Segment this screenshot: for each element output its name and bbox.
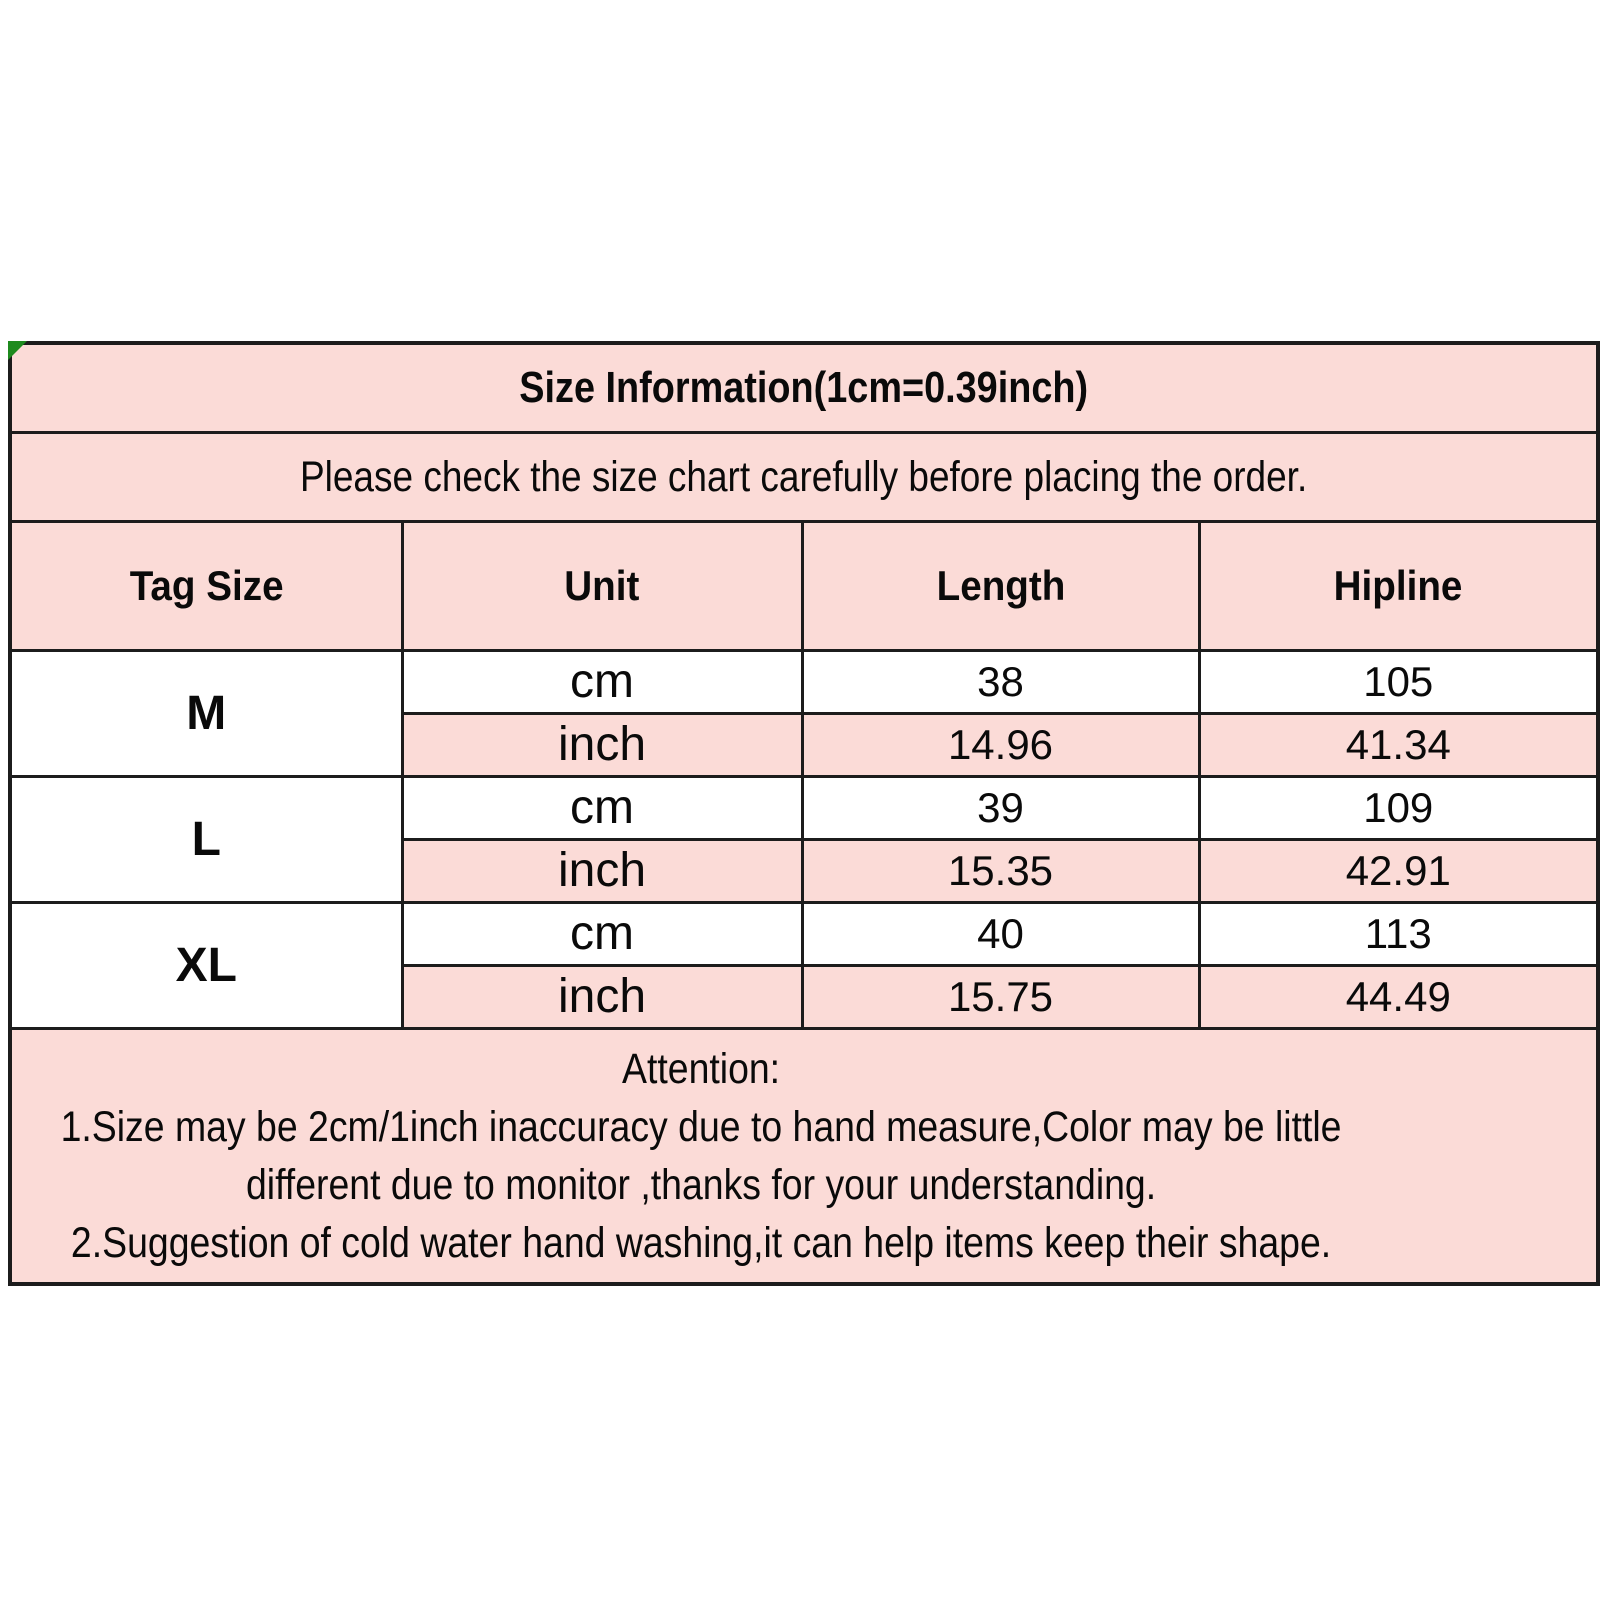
tag-size-m: M	[10, 651, 402, 777]
attention-note	[10, 1029, 1598, 1285]
unit-cell: cm	[402, 903, 802, 966]
hipline-value-cell: 109	[1199, 777, 1598, 840]
unit-cell: inch	[402, 966, 802, 1029]
column-header-unit	[402, 522, 802, 651]
hipline-value-cell: 41.34	[1199, 714, 1598, 777]
table-row-xl-cm	[10, 903, 1598, 966]
tag-size-l: L	[10, 777, 402, 903]
attention-line-1: 1.Size may be 2cm/1inch inaccuracy due to hand measure,Color may be little	[60, 1103, 1342, 1151]
attention-row	[10, 1029, 1598, 1285]
table-row-m-cm	[10, 651, 1598, 714]
tag-size-xl: XL	[10, 903, 402, 1029]
attention-heading: Attention:	[622, 1045, 781, 1093]
column-header-length	[802, 522, 1199, 651]
hipline-value-cell: 113	[1199, 903, 1598, 966]
length-value-cell: 14.96	[802, 714, 1199, 777]
table-title-cell	[10, 343, 1598, 433]
unit-cell: inch	[402, 714, 802, 777]
subtitle-row	[10, 433, 1598, 522]
size-chart	[8, 341, 1596, 1286]
column-header-label: Unit	[564, 562, 640, 609]
unit-cell: inch	[402, 840, 802, 903]
corner-marker-icon	[8, 341, 27, 360]
table-subtitle-cell	[10, 433, 1598, 522]
hipline-value-cell: 42.91	[1199, 840, 1598, 903]
length-value-cell: 39	[802, 777, 1199, 840]
hipline-value-cell: 105	[1199, 651, 1598, 714]
table-row-l-cm	[10, 777, 1598, 840]
title-row	[10, 343, 1598, 433]
length-value-cell: 15.75	[802, 966, 1199, 1029]
table-title: Size Information(1cm=0.39inch)	[519, 363, 1089, 412]
length-value-cell: 15.35	[802, 840, 1199, 903]
column-header-label: Hipline	[1333, 562, 1463, 609]
hipline-value-cell: 44.49	[1199, 966, 1598, 1029]
attention-line-1-cont: different due to monitor ,thanks for your understanding.	[245, 1161, 1157, 1209]
attention-line-2: 2.Suggestion of cold water hand washing,it can help items keep their shape.	[70, 1219, 1332, 1267]
length-value-cell: 38	[802, 651, 1199, 714]
column-header-tag-size	[10, 522, 402, 651]
column-header-hipline	[1199, 522, 1598, 651]
unit-cell: cm	[402, 651, 802, 714]
header-row	[10, 522, 1598, 651]
table-subtitle: Please check the size chart carefully before placing the order.	[300, 452, 1308, 501]
column-header-label: Tag Size	[129, 562, 284, 609]
column-header-label: Length	[936, 562, 1065, 609]
length-value-cell: 40	[802, 903, 1199, 966]
size-table	[8, 341, 1600, 1286]
unit-cell: cm	[402, 777, 802, 840]
